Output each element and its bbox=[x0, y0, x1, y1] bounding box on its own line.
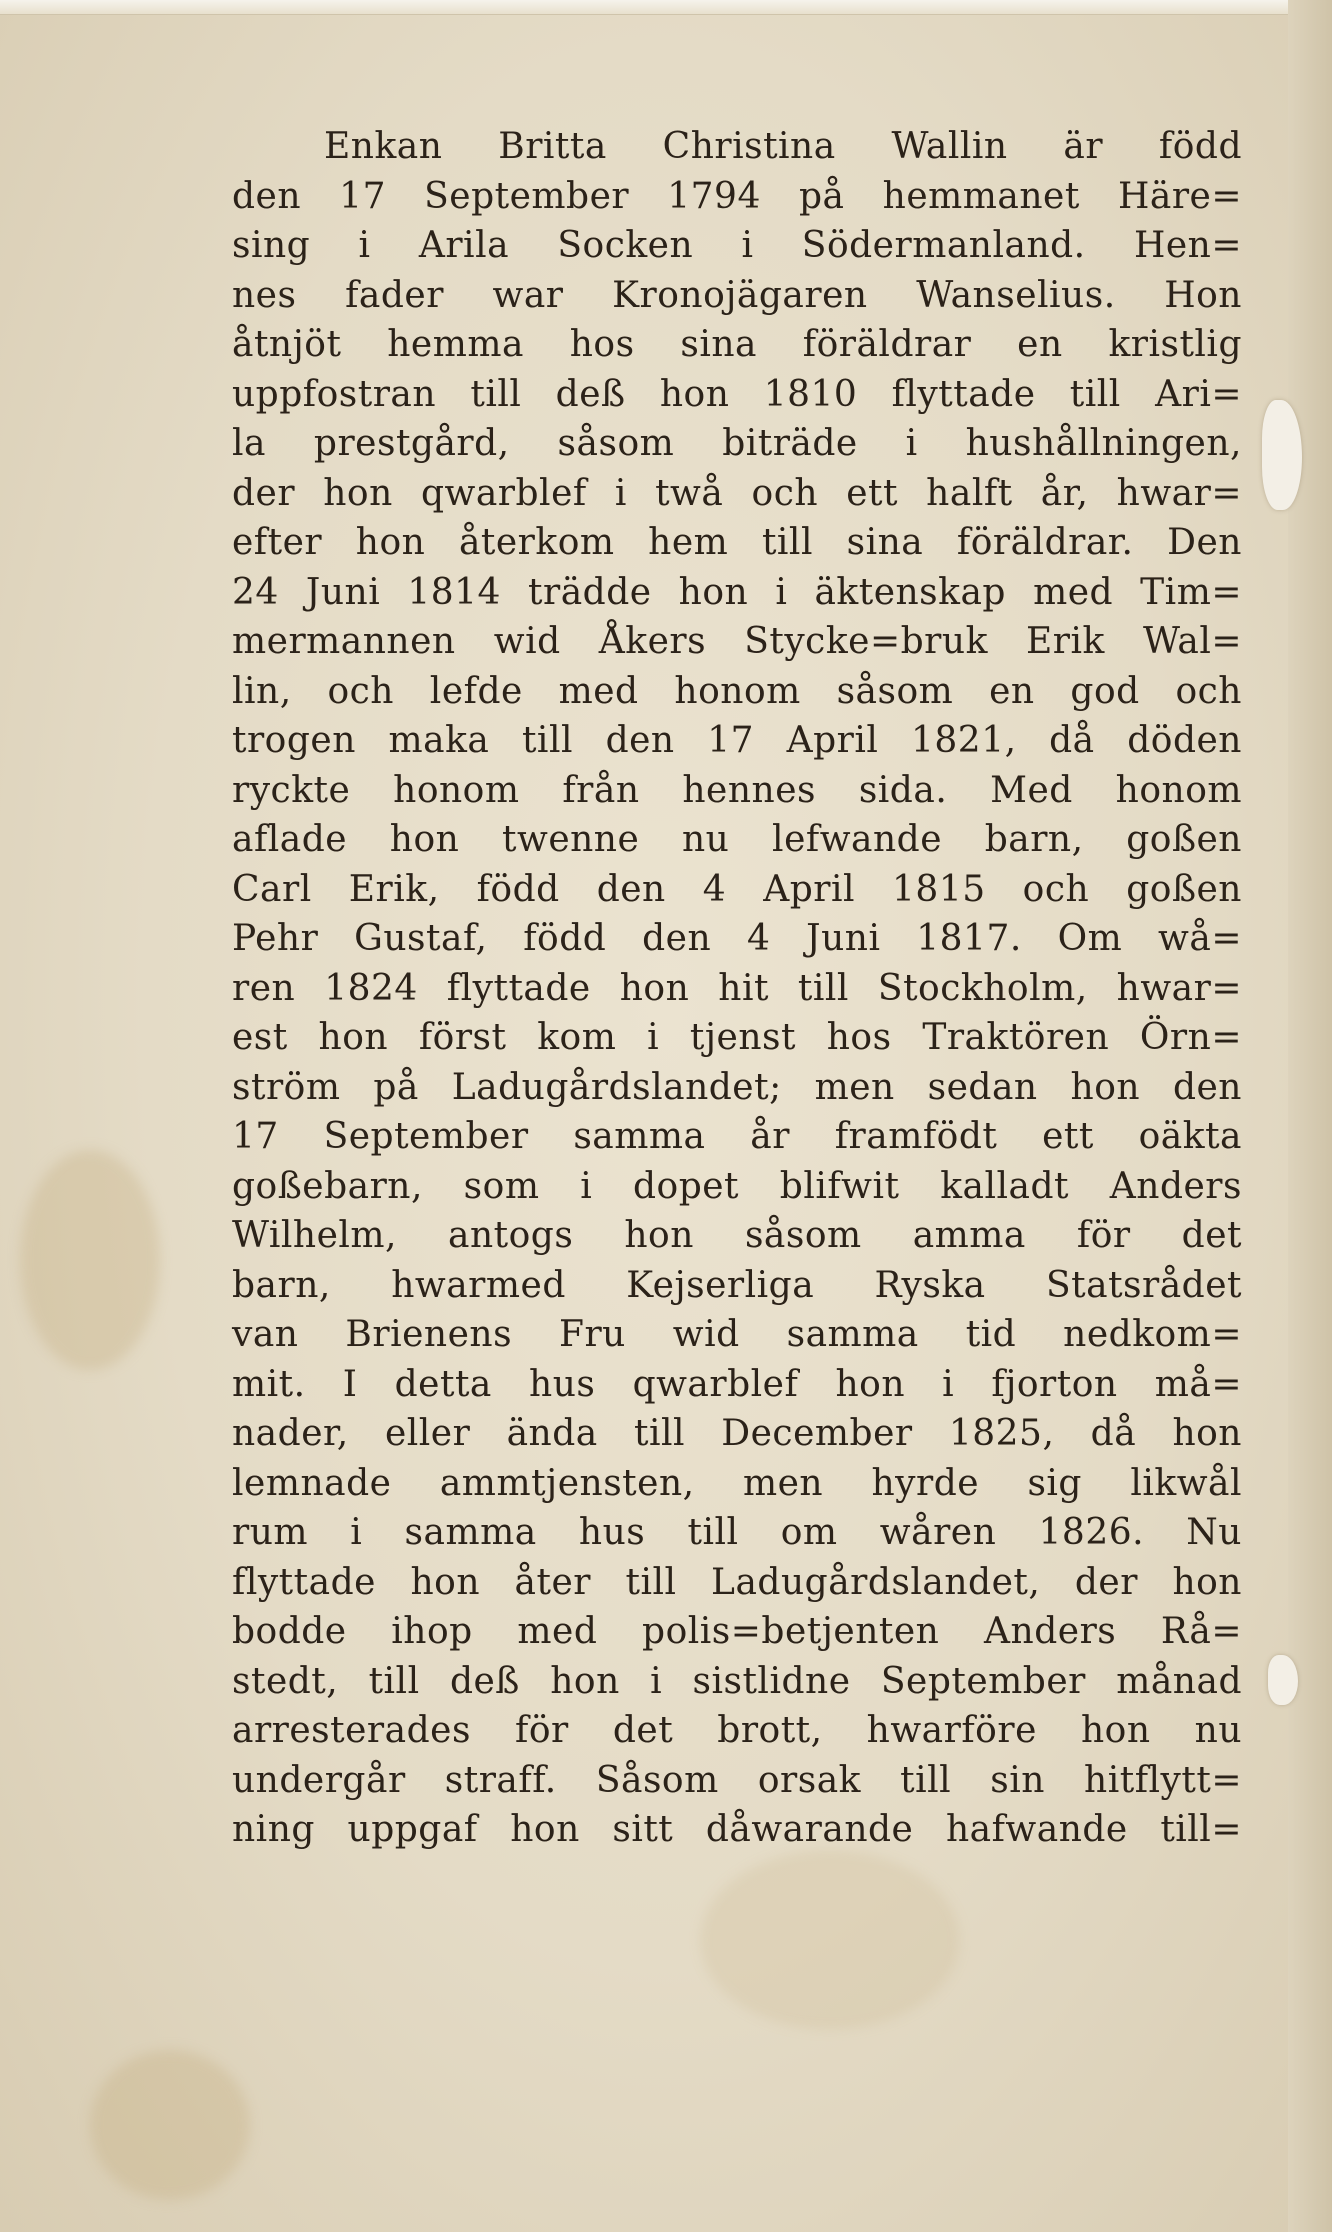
text-line: 17 September samma år framfödt ett oäkta bbox=[232, 1116, 1242, 1157]
paper-stain bbox=[90, 2050, 250, 2200]
text-line: efter hon återkom hem till sina föräldrar. Den bbox=[232, 522, 1242, 563]
text-line: est hon först kom i tjenst hos Traktören Örn= bbox=[232, 1017, 1242, 1058]
paper-tear bbox=[1262, 400, 1302, 510]
text-line: barn, hwarmed Kejserliga Ryska Statsrådet bbox=[232, 1264, 1242, 1306]
text-line: la prestgård, såsom biträde i hushållningen, bbox=[232, 423, 1242, 464]
text-line: Pehr Gustaf, född den 4 Juni 1817. Om wå= bbox=[232, 918, 1242, 959]
text-line: van Brienens Fru wid samma tid nedkom= bbox=[232, 1314, 1242, 1355]
text-line: mermannen wid Åkers Stycke=bruk Erik Wal= bbox=[232, 621, 1242, 662]
text-line: Enkan Britta Christina Wallin är född bbox=[324, 126, 1242, 167]
page-top-edge bbox=[0, 0, 1332, 15]
text-line: stedt, till deß hon i sistlidne September månad bbox=[232, 1660, 1242, 1702]
text-line: lemnade ammtjensten, men hyrde sig likwål bbox=[232, 1462, 1242, 1504]
text-line: lin, och lefde med honom såsom en god och bbox=[232, 670, 1242, 712]
page-right-edge bbox=[1288, 0, 1332, 2232]
text-line: der hon qwarblef i twå och ett halft år, hwar= bbox=[232, 472, 1242, 514]
text-line: arresterades för det brott, hwarföre hon nu bbox=[232, 1710, 1242, 1751]
text-line: mit. I detta hus qwarblef hon i fjorton må= bbox=[232, 1363, 1242, 1405]
text-line: rum i samma hus till om wåren 1826. Nu bbox=[232, 1512, 1242, 1553]
document-body-text bbox=[232, 122, 1242, 1855]
text-line: nader, eller ända till December 1825, då hon bbox=[232, 1413, 1242, 1454]
text-line: ström på Ladugårdslandet; men sedan hon den bbox=[232, 1066, 1242, 1108]
text-line: flyttade hon åter till Ladugårdslandet, der hon bbox=[232, 1561, 1242, 1603]
text-line: goßebarn, som i dopet blifwit kalladt Anders bbox=[232, 1165, 1242, 1207]
paper-tear bbox=[1268, 1655, 1298, 1705]
text-line: Wilhelm, antogs hon såsom amma för det bbox=[232, 1215, 1242, 1256]
text-line: åtnjöt hemma hos sina föräldrar en kristlig bbox=[232, 324, 1242, 365]
text-line: sing i Arila Socken i Södermanland. Hen= bbox=[232, 225, 1242, 266]
text-line: nes fader war Kronojägaren Wanselius. Hon bbox=[232, 274, 1242, 316]
text-line: ryckte honom från hennes sida. Med honom bbox=[232, 769, 1242, 811]
text-line: bodde ihop med polis=betjenten Anders Rå= bbox=[232, 1611, 1242, 1652]
paper-stain bbox=[700, 1850, 960, 2030]
text-line: 24 Juni 1814 trädde hon i äktenskap med Tim= bbox=[232, 571, 1242, 613]
text-line: aflade hon twenne nu lefwande barn, goßen bbox=[232, 819, 1242, 860]
paper-stain bbox=[20, 1150, 160, 1370]
text-line: ren 1824 flyttade hon hit till Stockholm, hwar= bbox=[232, 967, 1242, 1009]
text-line: den 17 September 1794 på hemmanet Häre= bbox=[232, 175, 1242, 217]
text-line: Carl Erik, född den 4 April 1815 och goßen bbox=[232, 868, 1242, 910]
text-line: uppfostran till deß hon 1810 flyttade till Ari= bbox=[232, 373, 1242, 415]
text-line: ning uppgaf hon sitt dåwarande hafwande till= bbox=[232, 1809, 1242, 1850]
text-line: trogen maka till den 17 April 1821, då döden bbox=[232, 720, 1242, 761]
text-line: undergår straff. Såsom orsak till sin hitflytt= bbox=[232, 1759, 1242, 1801]
